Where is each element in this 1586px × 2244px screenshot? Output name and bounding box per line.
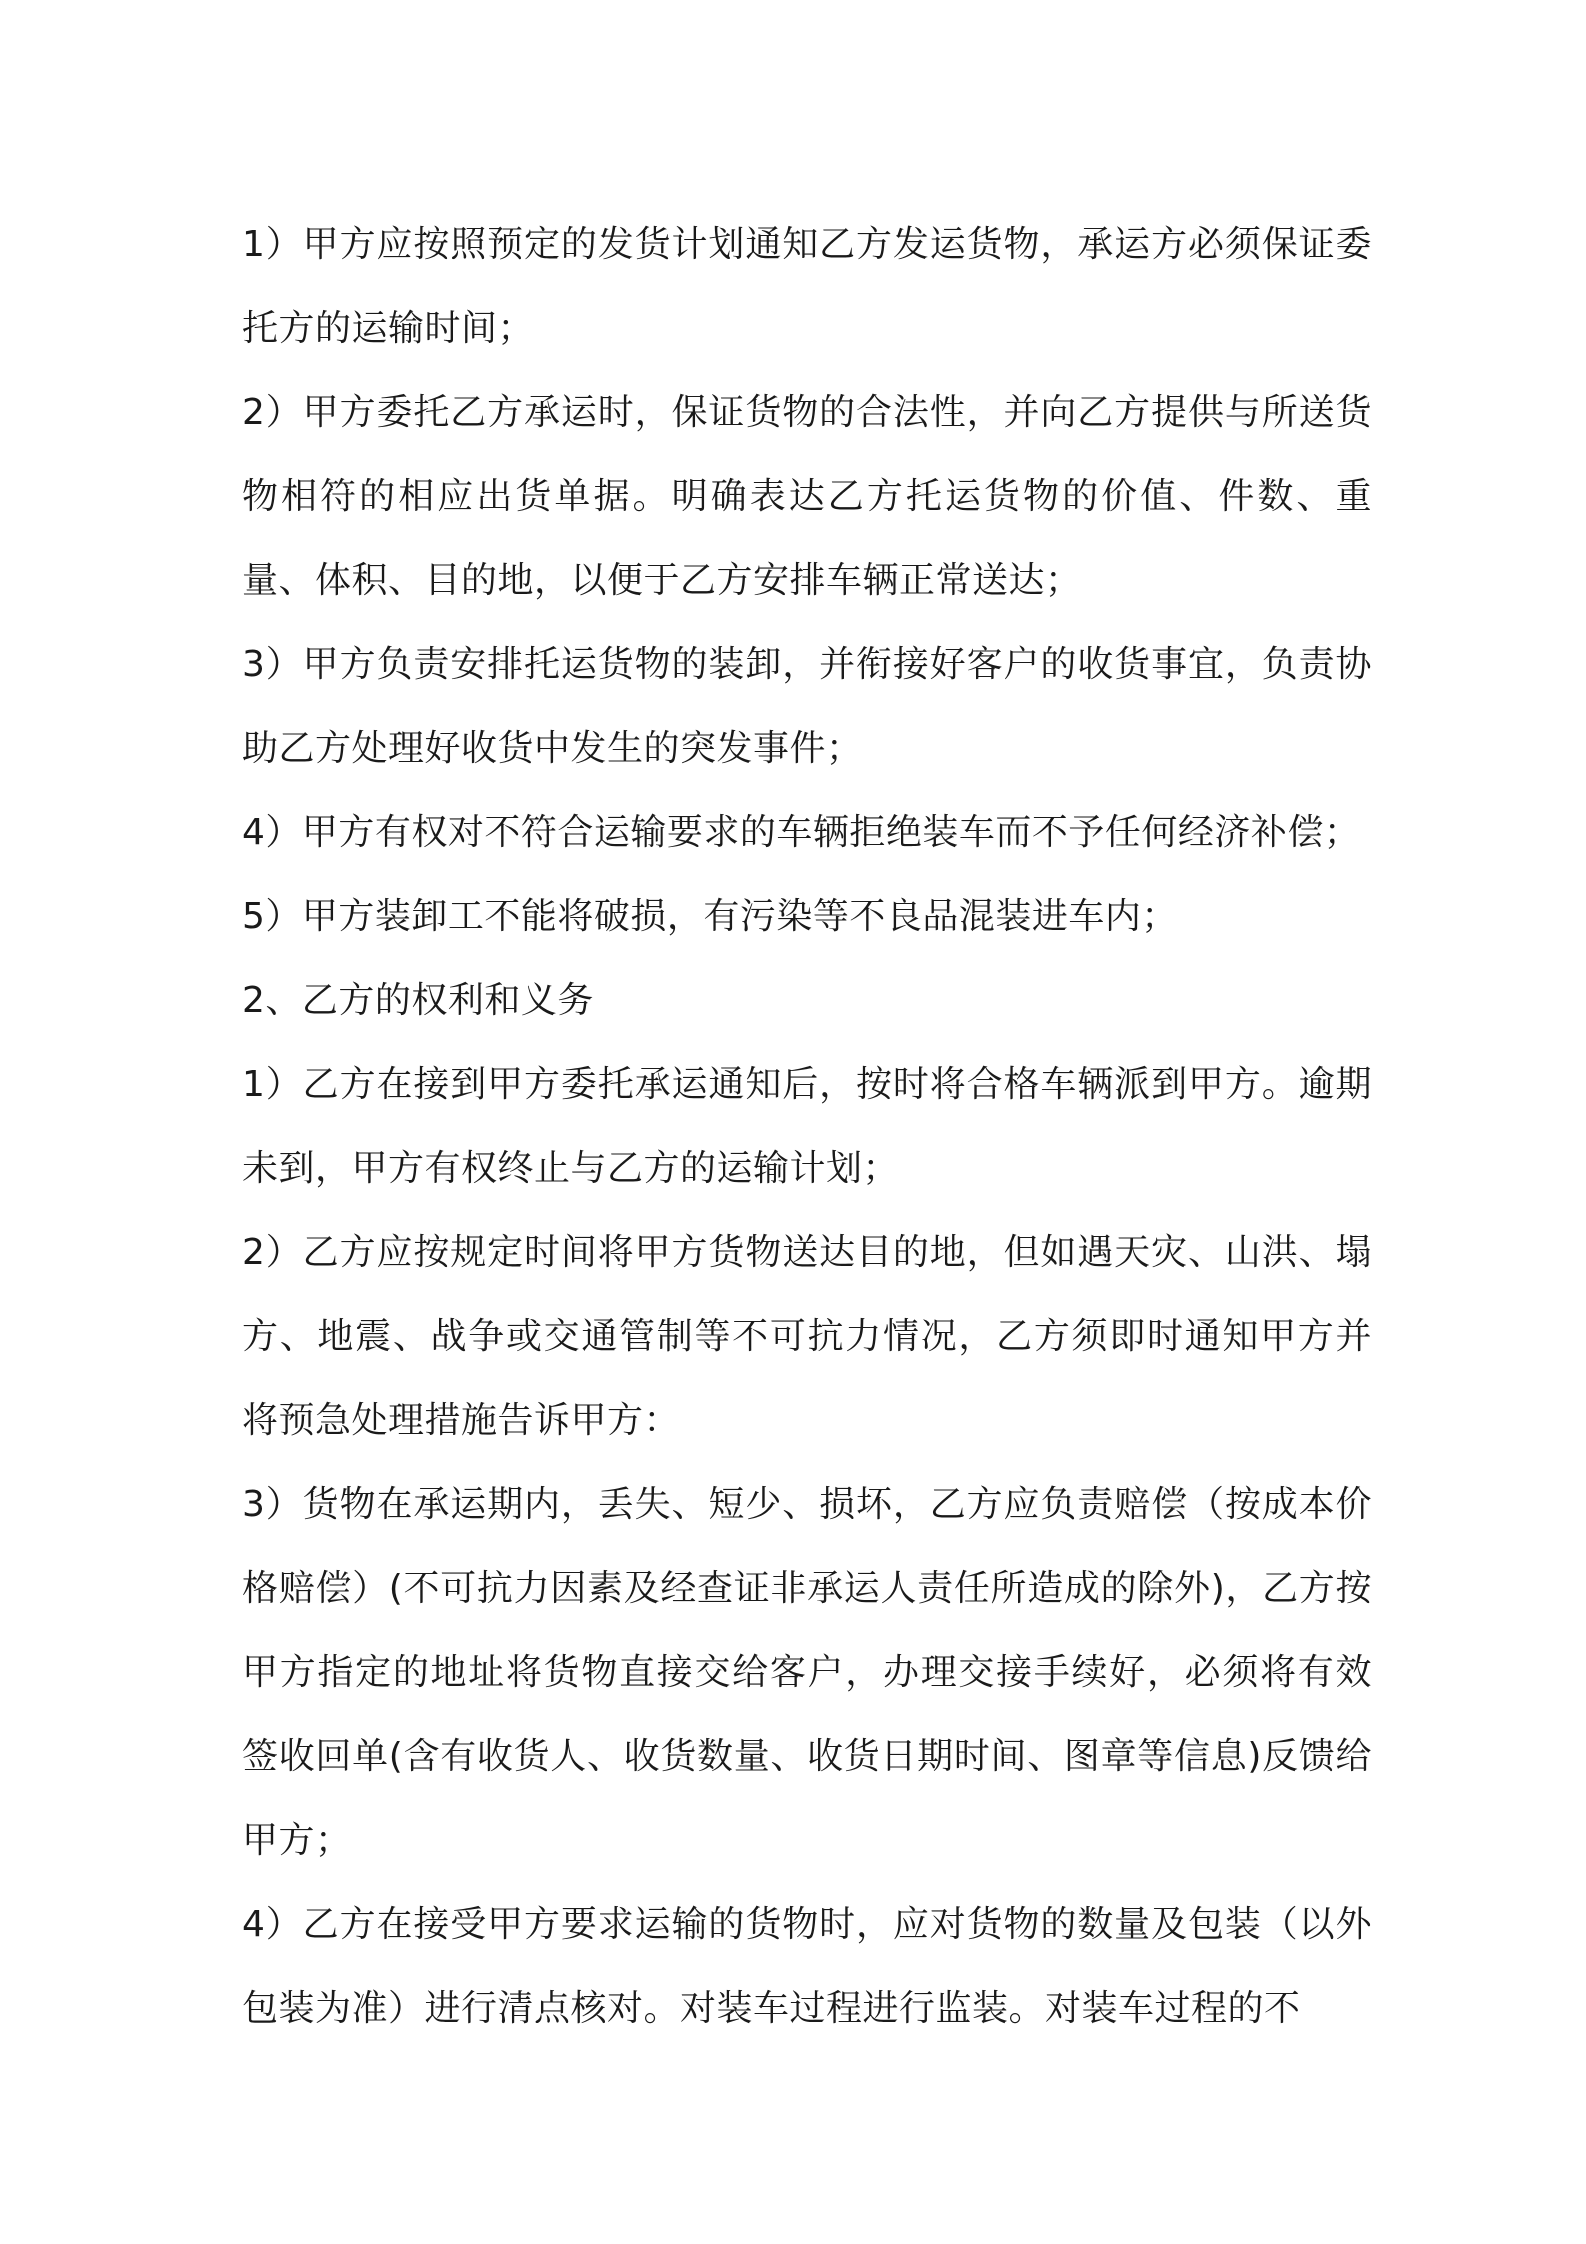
paragraph-6: 1）乙方在接到甲方委托承运通知后，按时将合格车辆派到甲方。逾期未到，甲方有权终止与乙方的运输计划；: [242, 1064, 1372, 1189]
paragraph-9: 4）乙方在接受甲方要求运输的货物时，应对货物的数量及包装（以外包装为准）进行清点核对。对装车过程进行监装。对装车过程的不: [242, 1904, 1372, 2029]
paragraph-7: 2）乙方应按规定时间将甲方货物送达目的地，但如遇天灾、山洪、塌方、地震、战争或交通管制等不可抗力情况，乙方须即时通知甲方并将预急处理措施告诉甲方：: [242, 1232, 1372, 1441]
paragraph-3: 3）甲方负责安排托运货物的装卸，并衔接好客户的收货事宜，负责协助乙方处理好收货中发生的突发事件；: [242, 644, 1372, 769]
document-body: [242, 203, 1372, 2051]
paragraph-8: 3）货物在承运期内，丢失、短少、损坏，乙方应负责赔偿（按成本价格赔偿）(不可抗力因素及经查证非承运人责任所造成的除外)，乙方按甲方指定的地址将货物直接交给客户，办理交接手续好，必须将有效签收回单(含有收货人、收货数量、收货日期时间、图章等信息)反馈给甲方；: [242, 1484, 1372, 1861]
paragraph-2: 2）甲方委托乙方承运时，保证货物的合法性，并向乙方提供与所送货物相符的相应出货单据。明确表达乙方托运货物的价值、件数、重量、体积、目的地，以便于乙方安排车辆正常送达；: [242, 392, 1372, 601]
paragraph-5: 5）甲方装卸工不能将破损，有污染等不良品混装进车内；: [242, 896, 1178, 937]
paragraph-1: 1）甲方应按照预定的发货计划通知乙方发运货物，承运方必须保证委托方的运输时间；: [242, 224, 1372, 349]
paragraph-4: 4）甲方有权对不符合运输要求的车辆拒绝装车而不予任何经济补偿；: [242, 812, 1361, 853]
section-heading: 2、乙方的权利和义务: [242, 980, 594, 1021]
